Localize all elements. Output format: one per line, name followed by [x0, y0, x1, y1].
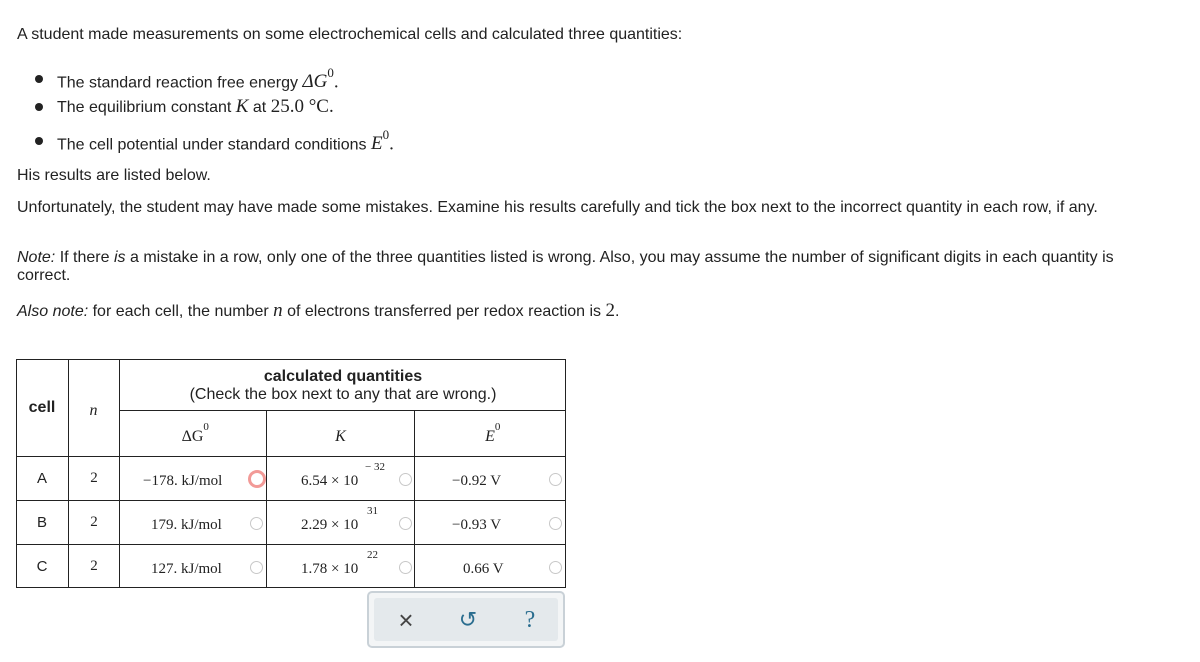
punct: .	[615, 303, 620, 320]
table-header-title	[120, 368, 566, 404]
temperature-value: 25.0 °C	[270, 96, 329, 117]
col-header-e	[415, 421, 565, 446]
table-subtitle: (Check the box next to any that are wrong.)	[189, 386, 497, 403]
e-check-b[interactable]	[549, 517, 562, 530]
intro-text: A student made measurements on some electrochemical cells and calculated three quantities:	[17, 26, 683, 43]
undo-icon: ↺	[458, 606, 478, 632]
clear-button[interactable]	[376, 598, 436, 641]
col-header-k: K	[335, 428, 346, 445]
math-superscript: 0	[327, 65, 334, 80]
col-header-cell: cell	[28, 399, 56, 416]
electron-count: 2	[605, 300, 615, 321]
k-check-c[interactable]	[399, 561, 412, 574]
k-exponent: 22	[367, 549, 378, 561]
close-icon: ×	[398, 604, 414, 635]
help-icon: ?	[524, 606, 536, 633]
e-value: −0.92 V	[452, 473, 502, 489]
k-check-b[interactable]	[399, 517, 412, 530]
also-note-text	[17, 302, 619, 321]
k-base: 1.78 × 10	[301, 561, 359, 577]
delta-g-check-a[interactable]	[248, 470, 266, 488]
note-pre: If there	[59, 249, 110, 266]
answer-toolbar	[367, 591, 565, 648]
bullet-dot	[35, 103, 43, 111]
math-symbol: n	[273, 300, 283, 321]
note-emphasis: is	[113, 249, 126, 266]
note-text	[17, 249, 1147, 285]
bullet-dot	[35, 75, 43, 83]
k-value	[301, 461, 385, 490]
toolbar-inner	[374, 598, 558, 641]
superscript: 0	[494, 421, 501, 433]
e-check-a[interactable]	[549, 473, 562, 486]
math-symbol: E	[370, 133, 383, 155]
punct: .	[333, 71, 339, 93]
e-check-c[interactable]	[549, 561, 562, 574]
note-post: a mistake in a row, only one of the three quantities listed is wrong. Also, you may assume the number of significant digits in each quantity is correct.	[17, 249, 1114, 284]
k-exponent: 31	[367, 505, 378, 517]
delta-g-value: −178. kJ/mol	[143, 473, 223, 489]
bullet-text: at	[252, 99, 267, 116]
results-text: His results are listed below.	[17, 167, 211, 184]
also-note-label: Also note:	[17, 303, 89, 320]
bullet-text: The standard reaction free energy	[57, 74, 299, 92]
k-check-a[interactable]	[399, 473, 412, 486]
delta-g-value: 127. kJ/mol	[151, 561, 222, 577]
k-exponent: − 32	[365, 461, 385, 473]
delta-g-symbol: ΔG	[181, 428, 204, 445]
delta-g-value: 179. kJ/mol	[151, 517, 222, 533]
row-cell-label: C	[36, 558, 48, 575]
delta-g-check-c[interactable]	[250, 561, 263, 574]
row-cell-label: A	[36, 470, 47, 487]
punct: .	[328, 96, 334, 117]
undo-button[interactable]	[438, 598, 498, 641]
row-n-value: 2	[90, 558, 98, 574]
results-table	[16, 359, 566, 588]
row-n-value: 2	[90, 514, 98, 530]
help-button[interactable]	[500, 598, 560, 641]
bullet-text: The equilibrium constant	[57, 99, 232, 116]
col-header-n: n	[89, 402, 98, 419]
k-base: 2.29 × 10	[301, 517, 359, 533]
row-cell-label: B	[36, 514, 47, 531]
table-title: calculated quantities	[263, 368, 423, 385]
k-value	[301, 505, 378, 534]
e-value: −0.93 V	[452, 517, 502, 533]
bullet-dot	[35, 137, 43, 145]
k-base: 6.54 × 10	[301, 473, 359, 489]
instructions-text: Unfortunately, the student may have made some mistakes. Examine his results carefully and tick the box next to the incorrect quantity in each row, if any.	[17, 199, 1098, 216]
math-symbol: ΔG	[302, 71, 328, 93]
math-symbol: K	[235, 96, 249, 117]
bullet-text: The cell potential under standard conditions	[57, 136, 367, 154]
note-label: Note:	[17, 249, 56, 266]
col-header-delta-g	[119, 421, 266, 446]
also-note-pre: for each cell, the number	[92, 303, 269, 320]
row-n-value: 2	[90, 470, 98, 486]
e-symbol: E	[485, 428, 495, 445]
punct: .	[389, 133, 394, 155]
k-value	[301, 549, 378, 578]
e-value: 0.66 V	[463, 561, 504, 577]
superscript: 0	[203, 421, 209, 433]
math-superscript: 0	[382, 127, 390, 142]
also-note-post: of electrons transferred per redox reaction is	[287, 303, 602, 320]
delta-g-check-b[interactable]	[250, 517, 263, 530]
